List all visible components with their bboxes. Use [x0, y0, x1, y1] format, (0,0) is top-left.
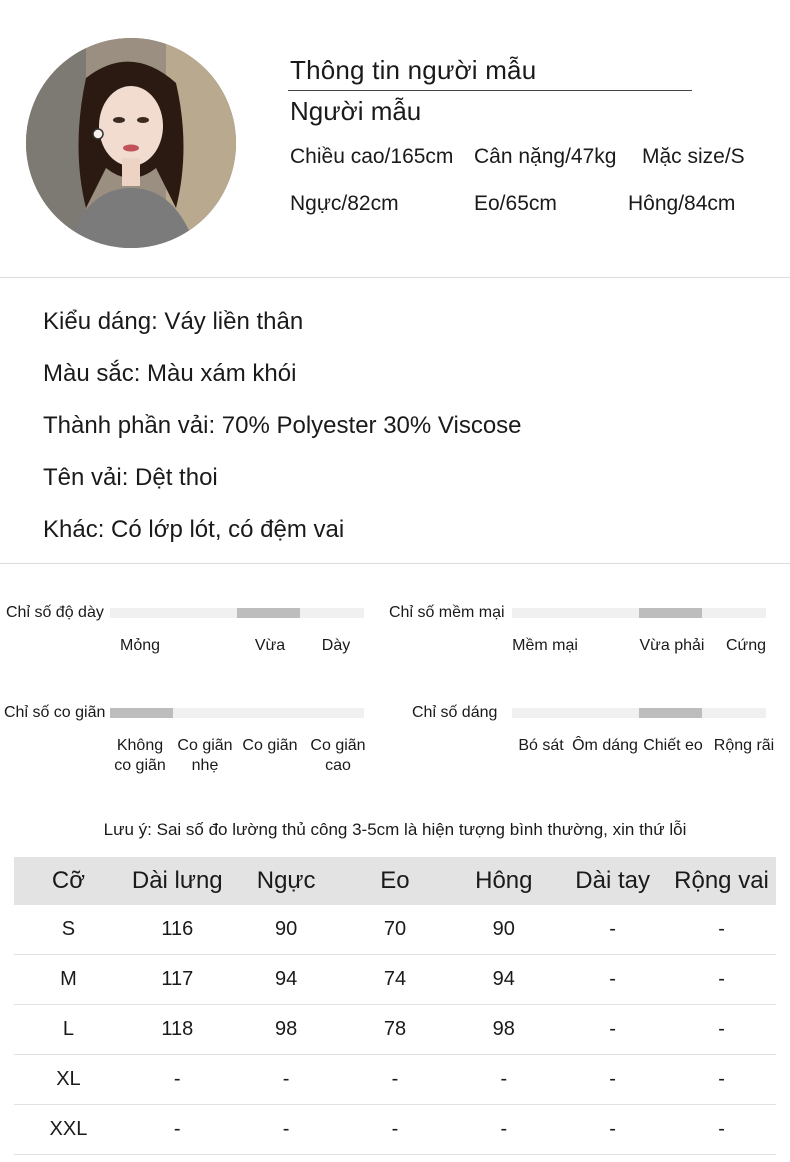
table-cell: -	[123, 1105, 232, 1155]
stretch-option	[242, 736, 297, 756]
table-cell: -	[341, 1105, 450, 1155]
header-bust: Ngực	[232, 857, 341, 905]
table-cell: -	[449, 1055, 558, 1105]
softness-option: Mềm mại	[512, 637, 578, 654]
table-cell: -	[667, 1105, 776, 1155]
model-hip: Hông/84cm	[628, 192, 736, 215]
table-cell: 70	[341, 905, 450, 955]
table-cell: -	[341, 1055, 450, 1105]
model-subtitle: Người mẫu	[290, 96, 422, 126]
measurement-note: Lưu ý: Sai số đo lường thủ công 3-5cm là hiện tượng bình thường, xin thứ lỗi	[103, 820, 687, 839]
table-cell: -	[667, 905, 776, 955]
option-line: Co giãn	[177, 737, 233, 754]
table-cell: -	[558, 905, 667, 955]
table-cell: XL	[14, 1055, 123, 1105]
table-cell: M	[14, 955, 123, 1005]
fit-option: Ôm dáng	[572, 737, 638, 754]
header-hip: Hông	[449, 857, 558, 905]
table-cell: 116	[123, 905, 232, 955]
table-row	[14, 1005, 776, 1055]
stretch-option	[310, 736, 365, 776]
stretch-fill	[110, 708, 173, 718]
option-line: cao	[325, 757, 351, 774]
section-divider	[0, 277, 790, 278]
table-cell: 90	[232, 905, 341, 955]
fit-fill	[639, 708, 702, 718]
table-cell: 94	[449, 955, 558, 1005]
spec-style: Kiểu dáng: Váy liền thân	[43, 308, 304, 335]
spec-other: Khác: Có lớp lót, có đệm vai	[43, 516, 345, 543]
table-cell: 94	[232, 955, 341, 1005]
table-row	[14, 905, 776, 955]
softness-index-label: Chỉ số mềm mại	[389, 604, 505, 621]
softness-option: Cứng	[725, 637, 767, 654]
table-cell: -	[667, 1055, 776, 1105]
fit-option: Bó sát	[518, 737, 564, 754]
table-cell: -	[558, 1105, 667, 1155]
table-cell: -	[232, 1055, 341, 1105]
section-divider	[0, 563, 790, 564]
stretch-option	[177, 736, 232, 776]
table-row	[14, 955, 776, 1005]
softness-track	[512, 608, 766, 618]
table-cell: -	[232, 1105, 341, 1155]
table-row	[14, 1055, 776, 1105]
table-header-row	[14, 857, 776, 905]
option-line: Không	[116, 737, 164, 754]
table-cell: L	[14, 1005, 123, 1055]
size-table	[14, 857, 776, 1155]
spec-fabric: Tên vải: Dệt thoi	[43, 464, 218, 491]
model-height: Chiều cao/165cm	[290, 145, 454, 168]
option-line: co giãn	[114, 757, 166, 774]
header-waist: Eo	[341, 857, 450, 905]
thickness-option: Mỏng	[119, 637, 161, 654]
model-avatar	[26, 38, 236, 248]
header-size: Cỡ	[14, 857, 123, 905]
table-cell: 118	[123, 1005, 232, 1055]
table-cell: 117	[123, 955, 232, 1005]
stretch-index-label: Chỉ số co giãn	[4, 704, 106, 721]
table-cell: -	[449, 1105, 558, 1155]
model-weight: Cân nặng/47kg	[474, 145, 617, 168]
table-row	[14, 1105, 776, 1155]
table-cell: -	[667, 1005, 776, 1055]
softness-option: Vừa phải	[639, 637, 705, 654]
model-size: Mặc size/S	[642, 145, 745, 168]
table-cell: -	[558, 1055, 667, 1105]
table-cell: S	[14, 905, 123, 955]
table-cell: -	[558, 955, 667, 1005]
thickness-option: Vừa	[254, 637, 286, 654]
option-line: Co giãn	[310, 737, 366, 754]
header-shoulder: Rộng vai	[667, 857, 776, 905]
model-bust: Ngực/82cm	[290, 192, 399, 215]
thickness-option: Dày	[321, 637, 351, 654]
fit-option: Chiết eo	[643, 737, 703, 754]
header-sleeve: Dài tay	[558, 857, 667, 905]
table-cell: -	[667, 955, 776, 1005]
thickness-track	[110, 608, 364, 618]
stretch-option	[114, 736, 166, 776]
spec-color: Màu sắc: Màu xám khói	[43, 360, 297, 387]
table-cell: -	[123, 1055, 232, 1105]
thickness-fill	[237, 608, 300, 618]
stretch-track	[110, 708, 364, 718]
title-underline	[288, 90, 692, 91]
option-line: Co giãn	[242, 737, 298, 754]
option-line: nhẹ	[191, 757, 219, 774]
fit-option: Rộng rãi	[713, 737, 775, 754]
header-back-length: Dài lưng	[123, 857, 232, 905]
softness-fill	[639, 608, 702, 618]
table-cell: 98	[232, 1005, 341, 1055]
thickness-index-label: Chỉ số độ dày	[6, 604, 104, 621]
table-cell: XXL	[14, 1105, 123, 1155]
table-cell: 78	[341, 1005, 450, 1055]
table-cell: 98	[449, 1005, 558, 1055]
model-info-title: Thông tin người mẫu	[290, 55, 537, 85]
model-waist: Eo/65cm	[474, 192, 557, 215]
fit-index-label: Chỉ số dáng	[412, 704, 498, 721]
table-cell: 74	[341, 955, 450, 1005]
fit-track	[512, 708, 766, 718]
table-cell: 90	[449, 905, 558, 955]
spec-material: Thành phần vải: 70% Polyester 30% Viscose	[43, 412, 522, 439]
table-cell: -	[558, 1005, 667, 1055]
